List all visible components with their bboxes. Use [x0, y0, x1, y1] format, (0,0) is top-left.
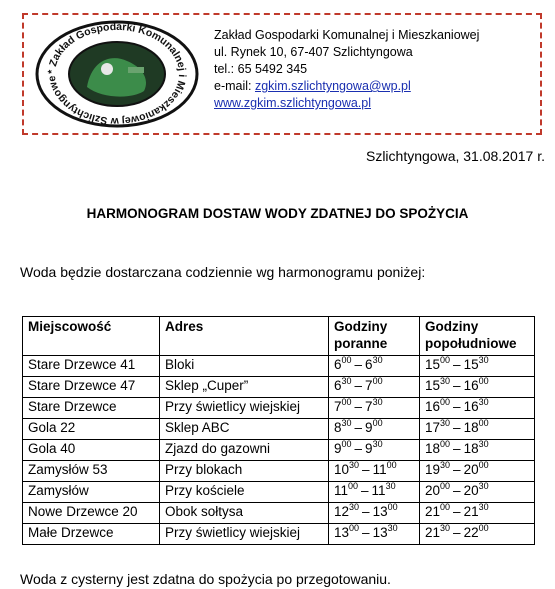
time-minute: 30: [341, 376, 352, 386]
header-place: Miejscowość: [23, 317, 160, 356]
company-phone: tel.: 65 5492 345: [214, 62, 308, 76]
time-minute: 30: [440, 376, 451, 386]
cell-place: Gola 22: [23, 419, 160, 440]
time-minute: 30: [478, 397, 489, 407]
table-row: [23, 377, 535, 398]
contact-info: [214, 27, 479, 112]
cell-afternoon: [420, 440, 535, 461]
time-separator: –: [453, 483, 461, 498]
cell-afternoon: [420, 482, 535, 503]
table-row: [23, 503, 535, 524]
morning-time: [334, 441, 383, 456]
time-minute: 00: [387, 502, 398, 512]
afternoon-time: [425, 378, 489, 393]
time-hour: 17: [425, 420, 441, 435]
cell-address: Przy blokach: [160, 461, 329, 482]
time-separator: –: [354, 378, 363, 393]
cell-morning: [329, 482, 420, 503]
time-minute: 00: [478, 418, 489, 428]
time-separator: –: [453, 525, 461, 540]
schedule-body: [23, 356, 535, 545]
time-minute: 30: [387, 523, 398, 533]
time-hour: 12: [334, 504, 350, 519]
time-separator: –: [362, 504, 370, 519]
header-address: Adres: [160, 317, 329, 356]
time-hour: 6: [334, 357, 342, 372]
cell-address: Bloki: [160, 356, 329, 377]
time-minute: 00: [440, 502, 451, 512]
time-separator: –: [354, 357, 363, 372]
company-name: Zakład Gospodarki Komunalnej i Mieszkaniowej: [214, 28, 480, 42]
time-hour: 7: [334, 399, 342, 414]
cell-place: Gola 40: [23, 440, 160, 461]
cell-afternoon: [420, 461, 535, 482]
letterhead: [22, 13, 542, 135]
header-morning: Godziny poranne: [329, 317, 420, 356]
time-separator: –: [354, 420, 363, 435]
time-minute: 30: [349, 460, 360, 470]
time-separator: –: [361, 483, 369, 498]
company-seal-icon: [32, 19, 202, 129]
cell-place: Małe Drzewce: [23, 524, 160, 545]
afternoon-time: [425, 420, 489, 435]
cell-address: Zjazd do gazowni: [160, 440, 329, 461]
company-email-line: [214, 78, 479, 95]
time-hour: 15: [463, 357, 479, 372]
time-hour: 18: [425, 441, 441, 456]
time-separator: –: [354, 441, 363, 456]
cell-address: Obok sołtysa: [160, 503, 329, 524]
cell-address: Przy świetlicy wiejskiej: [160, 524, 329, 545]
time-hour: 15: [425, 378, 441, 393]
time-minute: 00: [372, 418, 383, 428]
intro-text: Woda będzie dostarczana codziennie wg harmonogramu poniżej:: [20, 264, 426, 280]
morning-time: [334, 399, 383, 414]
cell-morning: [329, 524, 420, 545]
time-minute: 30: [349, 502, 360, 512]
time-hour: 13: [372, 525, 388, 540]
time-minute: 00: [478, 460, 489, 470]
morning-time: [334, 420, 383, 435]
afternoon-time: [425, 525, 489, 540]
time-minute: 30: [440, 460, 451, 470]
cell-afternoon: [420, 419, 535, 440]
time-minute: 30: [478, 502, 489, 512]
cell-afternoon: [420, 356, 535, 377]
afternoon-time: [425, 441, 489, 456]
time-separator: –: [453, 399, 461, 414]
time-separator: –: [453, 462, 461, 477]
time-minute: 00: [348, 481, 359, 491]
time-hour: 22: [463, 525, 479, 540]
time-hour: 21: [425, 525, 441, 540]
time-minute: 30: [341, 418, 352, 428]
table-row: [23, 482, 535, 503]
table-row: [23, 398, 535, 419]
time-hour: 16: [425, 399, 441, 414]
afternoon-time: [425, 357, 489, 372]
time-hour: 16: [463, 378, 479, 393]
cell-afternoon: [420, 524, 535, 545]
time-separator: –: [453, 441, 461, 456]
cell-place: Stare Drzewce: [23, 398, 160, 419]
time-minute: 00: [440, 481, 451, 491]
time-hour: 11: [372, 462, 387, 477]
time-minute: 30: [385, 481, 396, 491]
header-afternoon: Godziny popołudniowe: [420, 317, 535, 356]
time-hour: 15: [425, 357, 441, 372]
time-hour: 11: [371, 483, 386, 498]
time-minute: 00: [386, 460, 397, 470]
cell-morning: [329, 419, 420, 440]
cell-address: Przy świetlicy wiejskiej: [160, 398, 329, 419]
morning-time: [334, 504, 398, 519]
time-hour: 7: [365, 378, 373, 393]
seal-text: * Zakład Gospodarki Komunalnej i Mieszkaniowej w Szlichtyngowe: [45, 20, 189, 128]
time-minute: 00: [349, 523, 360, 533]
time-minute: 00: [341, 355, 352, 365]
table-row: [23, 356, 535, 377]
morning-time: [334, 378, 383, 393]
time-minute: 30: [372, 439, 383, 449]
time-hour: 9: [334, 441, 342, 456]
time-minute: 30: [478, 439, 489, 449]
cell-afternoon: [420, 377, 535, 398]
cell-address: Przy kościele: [160, 482, 329, 503]
time-hour: 20: [425, 483, 441, 498]
time-minute: 00: [440, 397, 451, 407]
time-separator: –: [362, 525, 370, 540]
time-separator: –: [453, 420, 461, 435]
time-minute: 00: [341, 397, 352, 407]
cell-morning: [329, 503, 420, 524]
time-hour: 20: [463, 462, 479, 477]
time-hour: 6: [334, 378, 342, 393]
time-hour: 13: [372, 504, 388, 519]
time-minute: 00: [440, 355, 451, 365]
time-hour: 21: [425, 504, 441, 519]
morning-time: [334, 525, 398, 540]
afternoon-time: [425, 399, 489, 414]
website-link[interactable]: www.zgkim.szlichtyngowa.pl: [214, 96, 371, 110]
table-row: [23, 461, 535, 482]
cell-morning: [329, 398, 420, 419]
company-website-line: [214, 95, 479, 112]
footer-note: Woda z cysterny jest zdatna do spożycia po przegotowaniu.: [20, 571, 391, 587]
morning-time: [334, 462, 397, 477]
schedule-table: [22, 316, 535, 545]
time-minute: 00: [478, 523, 489, 533]
table-row: [23, 524, 535, 545]
table-row: [23, 440, 535, 461]
time-minute: 30: [440, 523, 451, 533]
time-minute: 00: [440, 439, 451, 449]
document-title: HARMONOGRAM DOSTAW WODY ZDATNEJ DO SPOŻYCIA: [86, 206, 469, 221]
time-hour: 20: [463, 483, 479, 498]
cell-address: Sklep „Cuper”: [160, 377, 329, 398]
time-minute: 30: [478, 481, 489, 491]
time-minute: 30: [478, 355, 489, 365]
time-hour: 9: [365, 441, 373, 456]
document-date: Szlichtyngowa, 31.08.2017 r.: [365, 148, 545, 164]
time-hour: 9: [365, 420, 373, 435]
cell-place: Stare Drzewce 47: [23, 377, 160, 398]
time-minute: 30: [372, 397, 383, 407]
table-row: [23, 419, 535, 440]
time-hour: 16: [463, 399, 479, 414]
cell-afternoon: [420, 398, 535, 419]
afternoon-time: [425, 462, 489, 477]
time-minute: 00: [341, 439, 352, 449]
cell-place: Stare Drzewce 41: [23, 356, 160, 377]
afternoon-time: [425, 483, 489, 498]
cell-morning: [329, 377, 420, 398]
cell-afternoon: [420, 503, 535, 524]
company-address: ul. Rynek 10, 67-407 Szlichtyngowa: [214, 45, 413, 59]
time-hour: 21: [463, 504, 479, 519]
time-separator: –: [362, 462, 370, 477]
time-hour: 6: [365, 357, 373, 372]
morning-time: [334, 483, 396, 498]
morning-time: [334, 357, 383, 372]
afternoon-time: [425, 504, 489, 519]
time-separator: –: [453, 357, 461, 372]
time-hour: 19: [425, 462, 441, 477]
table-header-row: [23, 317, 535, 356]
time-hour: 13: [334, 525, 350, 540]
time-hour: 18: [463, 441, 479, 456]
time-minute: 00: [372, 376, 383, 386]
cell-place: Nowe Drzewce 20: [23, 503, 160, 524]
time-hour: 11: [334, 483, 349, 498]
cell-morning: [329, 356, 420, 377]
time-separator: –: [453, 504, 461, 519]
email-prefix: e-mail:: [214, 79, 255, 93]
time-minute: 00: [478, 376, 489, 386]
cell-address: Sklep ABC: [160, 419, 329, 440]
time-hour: 18: [463, 420, 479, 435]
time-minute: 30: [372, 355, 383, 365]
cell-place: Zamysłów 53: [23, 461, 160, 482]
time-hour: 7: [365, 399, 373, 414]
cell-morning: [329, 440, 420, 461]
time-minute: 30: [440, 418, 451, 428]
cell-place: Zamysłów: [23, 482, 160, 503]
email-link[interactable]: zgkim.szlichtyngowa@wp.pl: [254, 79, 411, 93]
time-separator: –: [453, 378, 461, 393]
time-separator: –: [354, 399, 363, 414]
time-hour: 10: [334, 462, 350, 477]
cell-morning: [329, 461, 420, 482]
time-hour: 8: [334, 420, 342, 435]
